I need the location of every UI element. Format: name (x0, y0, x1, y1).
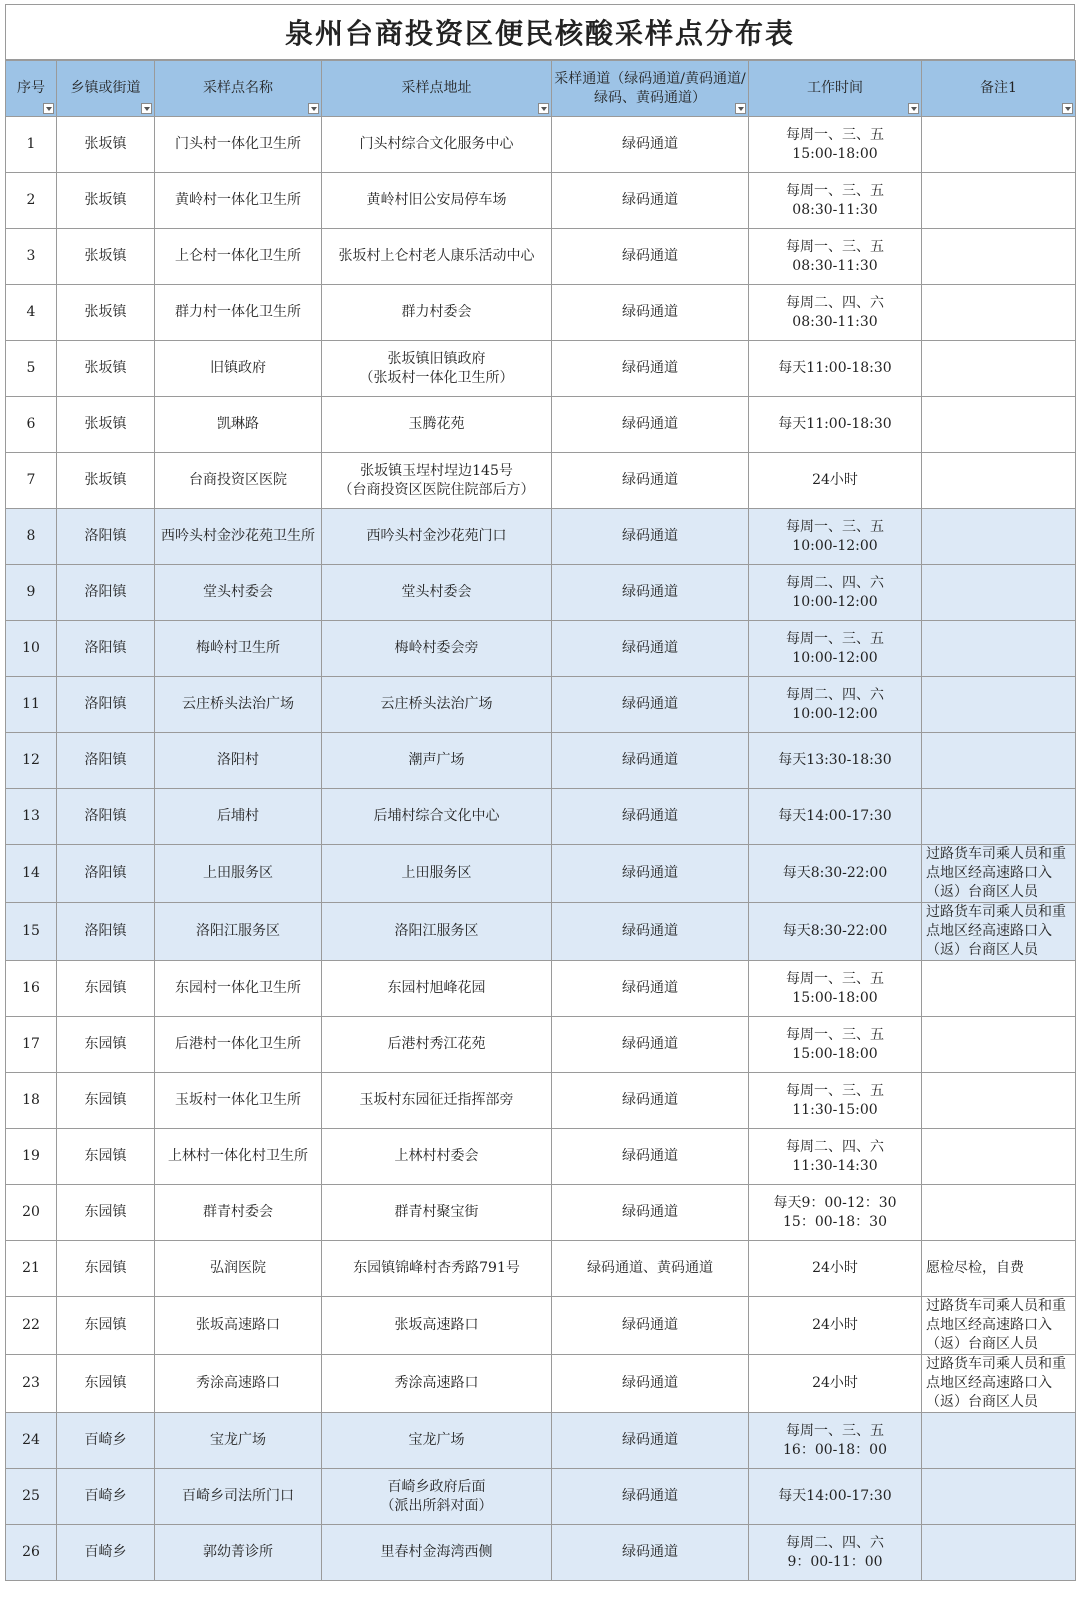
cell-no[interactable]: 9 (6, 565, 57, 621)
col-header-label: 工作时间 (807, 80, 863, 96)
cell-channel[interactable]: 绿码通道 (552, 1413, 749, 1469)
cell-channel[interactable]: 绿码通道 (552, 397, 749, 453)
cell-work-time[interactable]: 24小时 (749, 453, 922, 509)
col-header-no (6, 61, 57, 117)
table-row (6, 1241, 1076, 1297)
col-header-note (922, 61, 1076, 117)
table-row (6, 341, 1076, 397)
cell-town[interactable]: 东园镇 (57, 1129, 155, 1185)
cell-work-time[interactable]: 每周一、三、五 11:30-15:00 (749, 1073, 922, 1129)
cell-no[interactable]: 19 (6, 1129, 57, 1185)
cell-work-time[interactable]: 24小时 (749, 1297, 922, 1355)
cell-channel[interactable]: 绿码通道、黄码通道 (552, 1241, 749, 1297)
cell-address[interactable]: 张坂高速路口 (322, 1297, 552, 1355)
cell-town[interactable]: 张坂镇 (57, 341, 155, 397)
cell-channel[interactable]: 绿码通道 (552, 845, 749, 903)
cell-address[interactable]: 张坂村上仑村老人康乐活动中心 (322, 229, 552, 285)
cell-channel[interactable]: 绿码通道 (552, 173, 749, 229)
filter-dropdown-icon[interactable] (1062, 103, 1073, 114)
table-row (6, 733, 1076, 789)
table-row (6, 961, 1076, 1017)
cell-site-name[interactable]: 群青村委会 (155, 1185, 322, 1241)
cell-work-time[interactable]: 每天11:00-18:30 (749, 397, 922, 453)
cell-site-name[interactable]: 上田服务区 (155, 845, 322, 903)
col-header-label: 备注1 (980, 80, 1017, 96)
table-row (6, 1525, 1076, 1581)
cell-no[interactable]: 23 (6, 1355, 57, 1413)
cell-town[interactable]: 洛阳镇 (57, 733, 155, 789)
cell-no[interactable]: 1 (6, 117, 57, 173)
cell-address[interactable]: 黄岭村旧公安局停车场 (322, 173, 552, 229)
cell-address[interactable]: 百崎乡政府后面 （派出所斜对面） (322, 1469, 552, 1525)
col-header-time (749, 61, 922, 117)
table-row (6, 677, 1076, 733)
cell-work-time[interactable]: 每天8:30-22:00 (749, 845, 922, 903)
cell-no[interactable]: 15 (6, 903, 57, 961)
cell-note[interactable] (922, 397, 1076, 453)
col-header-label: 采样点名称 (203, 80, 273, 96)
cell-address[interactable]: 群青村聚宝街 (322, 1185, 552, 1241)
cell-address[interactable]: 张坂镇旧镇政府 （张坂村一体化卫生所） (322, 341, 552, 397)
cell-address[interactable]: 堂头村委会 (322, 565, 552, 621)
cell-channel[interactable]: 绿码通道 (552, 1073, 749, 1129)
cell-site-name[interactable]: 东园村一体化卫生所 (155, 961, 322, 1017)
cell-address[interactable]: 东园镇锦峰村杏秀路791号 (322, 1241, 552, 1297)
cell-town[interactable]: 洛阳镇 (57, 565, 155, 621)
cell-no[interactable]: 14 (6, 845, 57, 903)
cell-town[interactable]: 张坂镇 (57, 453, 155, 509)
cell-town[interactable]: 洛阳镇 (57, 509, 155, 565)
col-header-label: 乡镇或街道 (70, 80, 141, 96)
cell-no[interactable]: 11 (6, 677, 57, 733)
cell-work-time[interactable]: 每天11:00-18:30 (749, 341, 922, 397)
cell-no[interactable]: 25 (6, 1469, 57, 1525)
table-row (6, 621, 1076, 677)
cell-site-name[interactable]: 玉坂村一体化卫生所 (155, 1073, 322, 1129)
cell-channel[interactable]: 绿码通道 (552, 1185, 749, 1241)
filter-dropdown-icon[interactable] (908, 103, 919, 114)
table-row (6, 453, 1076, 509)
cell-note[interactable] (922, 961, 1076, 1017)
cell-town[interactable]: 东园镇 (57, 961, 155, 1017)
cell-note[interactable] (922, 677, 1076, 733)
col-header-label: 序号 (17, 80, 45, 96)
cell-channel[interactable]: 绿码通道 (552, 285, 749, 341)
cell-note[interactable] (922, 789, 1076, 845)
cell-work-time[interactable]: 每周一、三、五 08:30-11:30 (749, 173, 922, 229)
cell-note[interactable] (922, 1073, 1076, 1129)
cell-site-name[interactable]: 西吟头村金沙花苑卫生所 (155, 509, 322, 565)
table-row (6, 509, 1076, 565)
cell-town[interactable]: 东园镇 (57, 1185, 155, 1241)
table-row (6, 1413, 1076, 1469)
cell-no[interactable]: 6 (6, 397, 57, 453)
cell-note[interactable] (922, 229, 1076, 285)
cell-work-time[interactable]: 每天13:30-18:30 (749, 733, 922, 789)
cell-work-time[interactable]: 每周一、三、五 15:00-18:00 (749, 961, 922, 1017)
cell-site-name[interactable]: 梅岭村卫生所 (155, 621, 322, 677)
cell-work-time[interactable]: 每周一、三、五 10:00-12:00 (749, 509, 922, 565)
cell-town[interactable]: 东园镇 (57, 1241, 155, 1297)
cell-channel[interactable]: 绿码通道 (552, 961, 749, 1017)
cell-address[interactable]: 潮声广场 (322, 733, 552, 789)
cell-address[interactable]: 东园村旭峰花园 (322, 961, 552, 1017)
filter-dropdown-icon[interactable] (308, 103, 319, 114)
cell-note[interactable] (922, 1413, 1076, 1469)
cell-address[interactable]: 上田服务区 (322, 845, 552, 903)
cell-address[interactable]: 洛阳江服务区 (322, 903, 552, 961)
cell-note[interactable]: 愿检尽检，自费 (922, 1241, 1076, 1297)
cell-channel[interactable]: 绿码通道 (552, 1525, 749, 1581)
cell-channel[interactable]: 绿码通道 (552, 1017, 749, 1073)
cell-note[interactable] (922, 733, 1076, 789)
cell-town[interactable]: 东园镇 (57, 1297, 155, 1355)
cell-town[interactable]: 东园镇 (57, 1073, 155, 1129)
col-header-label: 采样通道（绿码通道/黄码通道/绿码、黄码通道） (554, 70, 746, 106)
cell-site-name[interactable]: 百崎乡司法所门口 (155, 1469, 322, 1525)
cell-note[interactable] (922, 1525, 1076, 1581)
cell-address[interactable]: 群力村委会 (322, 285, 552, 341)
cell-no[interactable]: 16 (6, 961, 57, 1017)
table-row (6, 397, 1076, 453)
cell-site-name[interactable]: 张坂高速路口 (155, 1297, 322, 1355)
cell-site-name[interactable]: 郭幼菁诊所 (155, 1525, 322, 1581)
cell-site-name[interactable]: 门头村一体化卫生所 (155, 117, 322, 173)
table-row (6, 229, 1076, 285)
cell-note[interactable] (922, 173, 1076, 229)
cell-note[interactable] (922, 509, 1076, 565)
cell-note[interactable] (922, 621, 1076, 677)
cell-town[interactable]: 洛阳镇 (57, 789, 155, 845)
table-row (6, 845, 1076, 903)
table-row (6, 173, 1076, 229)
filter-dropdown-icon[interactable] (43, 103, 54, 114)
cell-town[interactable]: 东园镇 (57, 1355, 155, 1413)
cell-no[interactable]: 4 (6, 285, 57, 341)
col-header-address (322, 61, 552, 117)
cell-channel[interactable]: 绿码通道 (552, 733, 749, 789)
cell-site-name[interactable]: 秀涂高速路口 (155, 1355, 322, 1413)
table-row (6, 789, 1076, 845)
cell-address[interactable]: 玉腾花苑 (322, 397, 552, 453)
cell-no[interactable]: 18 (6, 1073, 57, 1129)
cell-work-time[interactable]: 每周二、四、六 10:00-12:00 (749, 565, 922, 621)
cell-no[interactable]: 10 (6, 621, 57, 677)
col-header-name (155, 61, 322, 117)
cell-work-time[interactable]: 每天9：00-12：30 15：00-18：30 (749, 1185, 922, 1241)
cell-address[interactable]: 宝龙广场 (322, 1413, 552, 1469)
cell-site-name[interactable]: 洛阳村 (155, 733, 322, 789)
cell-channel[interactable]: 绿码通道 (552, 1297, 749, 1355)
cell-no[interactable]: 7 (6, 453, 57, 509)
cell-address[interactable]: 张坂镇玉埕村埕边145号 （台商投资区医院住院部后方） (322, 453, 552, 509)
table-body (6, 117, 1076, 1581)
cell-work-time[interactable]: 每周一、三、五 15:00-18:00 (749, 1017, 922, 1073)
cell-address[interactable]: 后港村秀江花苑 (322, 1017, 552, 1073)
table-row (6, 285, 1076, 341)
cell-site-name[interactable]: 黄岭村一体化卫生所 (155, 173, 322, 229)
cell-channel[interactable]: 绿码通道 (552, 1469, 749, 1525)
cell-work-time[interactable]: 24小时 (749, 1355, 922, 1413)
cell-note[interactable] (922, 1185, 1076, 1241)
cell-no[interactable]: 22 (6, 1297, 57, 1355)
cell-note[interactable]: 过路货车司乘人员和重点地区经高速路口入（返）台商区人员 (922, 1355, 1076, 1413)
cell-site-name[interactable]: 上林村一体化村卫生所 (155, 1129, 322, 1185)
cell-address[interactable]: 梅岭村委会旁 (322, 621, 552, 677)
cell-no[interactable]: 13 (6, 789, 57, 845)
cell-site-name[interactable]: 上仑村一体化卫生所 (155, 229, 322, 285)
table-row (6, 1017, 1076, 1073)
table-row (6, 117, 1076, 173)
cell-note[interactable]: 过路货车司乘人员和重点地区经高速路口入（返）台商区人员 (922, 1297, 1076, 1355)
cell-site-name[interactable]: 台商投资区医院 (155, 453, 322, 509)
filter-dropdown-icon[interactable] (538, 103, 549, 114)
cell-channel[interactable]: 绿码通道 (552, 117, 749, 173)
cell-no[interactable]: 5 (6, 341, 57, 397)
table-row (6, 1297, 1076, 1355)
cell-note[interactable] (922, 1469, 1076, 1525)
cell-channel[interactable]: 绿码通道 (552, 903, 749, 961)
cell-town[interactable]: 东园镇 (57, 1017, 155, 1073)
cell-town[interactable]: 洛阳镇 (57, 621, 155, 677)
cell-site-name[interactable]: 后港村一体化卫生所 (155, 1017, 322, 1073)
cell-no[interactable]: 20 (6, 1185, 57, 1241)
col-header-channel (552, 61, 749, 117)
spreadsheet (5, 4, 1075, 1581)
cell-note[interactable] (922, 117, 1076, 173)
cell-note[interactable] (922, 285, 1076, 341)
cell-address[interactable]: 门头村综合文化服务中心 (322, 117, 552, 173)
cell-address[interactable]: 秀涂高速路口 (322, 1355, 552, 1413)
cell-note[interactable] (922, 453, 1076, 509)
cell-address[interactable]: 后埔村综合文化中心 (322, 789, 552, 845)
cell-work-time[interactable]: 24小时 (749, 1241, 922, 1297)
cell-work-time[interactable]: 每周二、四、六 08:30-11:30 (749, 285, 922, 341)
cell-town[interactable]: 张坂镇 (57, 173, 155, 229)
cell-site-name[interactable]: 宝龙广场 (155, 1413, 322, 1469)
cell-work-time[interactable]: 每周一、三、五 10:00-12:00 (749, 621, 922, 677)
cell-no[interactable]: 8 (6, 509, 57, 565)
table-row (6, 1185, 1076, 1241)
cell-channel[interactable]: 绿码通道 (552, 453, 749, 509)
cell-note[interactable] (922, 1129, 1076, 1185)
cell-work-time[interactable]: 每周一、三、五 08:30-11:30 (749, 229, 922, 285)
cell-channel[interactable]: 绿码通道 (552, 341, 749, 397)
cell-address[interactable]: 里春村金海湾西侧 (322, 1525, 552, 1581)
cell-no[interactable]: 17 (6, 1017, 57, 1073)
cell-no[interactable]: 26 (6, 1525, 57, 1581)
cell-channel[interactable]: 绿码通道 (552, 1129, 749, 1185)
table-row (6, 1129, 1076, 1185)
cell-town[interactable]: 洛阳镇 (57, 903, 155, 961)
cell-site-name[interactable]: 旧镇政府 (155, 341, 322, 397)
cell-work-time[interactable]: 每周一、三、五 16：00-18：00 (749, 1413, 922, 1469)
cell-channel[interactable]: 绿码通道 (552, 229, 749, 285)
cell-site-name[interactable]: 后埔村 (155, 789, 322, 845)
sampling-table (5, 60, 1076, 1581)
cell-site-name[interactable]: 云庄桥头法治广场 (155, 677, 322, 733)
page-title: 泉州台商投资区便民核酸采样点分布表 (5, 4, 1075, 60)
cell-channel[interactable]: 绿码通道 (552, 677, 749, 733)
cell-work-time[interactable]: 每天14:00-17:30 (749, 789, 922, 845)
cell-town[interactable]: 百崎乡 (57, 1469, 155, 1525)
cell-no[interactable]: 24 (6, 1413, 57, 1469)
cell-town[interactable]: 张坂镇 (57, 229, 155, 285)
table-row (6, 903, 1076, 961)
cell-town[interactable]: 洛阳镇 (57, 845, 155, 903)
cell-town[interactable]: 百崎乡 (57, 1525, 155, 1581)
cell-work-time[interactable]: 每周一、三、五 15:00-18:00 (749, 117, 922, 173)
cell-town[interactable]: 张坂镇 (57, 285, 155, 341)
table-row (6, 1469, 1076, 1525)
cell-no[interactable]: 21 (6, 1241, 57, 1297)
cell-address[interactable]: 玉坂村东园征迁指挥部旁 (322, 1073, 552, 1129)
cell-note[interactable] (922, 1017, 1076, 1073)
cell-channel[interactable]: 绿码通道 (552, 509, 749, 565)
cell-site-name[interactable]: 群力村一体化卫生所 (155, 285, 322, 341)
cell-town[interactable]: 洛阳镇 (57, 677, 155, 733)
col-header-label: 采样点地址 (401, 80, 472, 96)
cell-work-time[interactable]: 每周二、四、六 9：00-11：00 (749, 1525, 922, 1581)
cell-site-name[interactable]: 堂头村委会 (155, 565, 322, 621)
cell-channel[interactable]: 绿码通道 (552, 621, 749, 677)
header-row (6, 61, 1076, 117)
cell-no[interactable]: 3 (6, 229, 57, 285)
cell-address[interactable]: 上林村村委会 (322, 1129, 552, 1185)
cell-work-time[interactable]: 每周二、四、六 10:00-12:00 (749, 677, 922, 733)
cell-address[interactable]: 云庄桥头法治广场 (322, 677, 552, 733)
filter-dropdown-icon[interactable] (735, 103, 746, 114)
table-row (6, 1073, 1076, 1129)
cell-note[interactable]: 过路货车司乘人员和重点地区经高速路口入（返）台商区人员 (922, 845, 1076, 903)
filter-dropdown-icon[interactable] (141, 103, 152, 114)
cell-channel[interactable]: 绿码通道 (552, 789, 749, 845)
table-row (6, 1355, 1076, 1413)
cell-channel[interactable]: 绿码通道 (552, 565, 749, 621)
col-header-town (57, 61, 155, 117)
cell-no[interactable]: 12 (6, 733, 57, 789)
cell-work-time[interactable]: 每天14:00-17:30 (749, 1469, 922, 1525)
cell-channel[interactable]: 绿码通道 (552, 1355, 749, 1413)
cell-site-name[interactable]: 弘润医院 (155, 1241, 322, 1297)
cell-town[interactable]: 百崎乡 (57, 1413, 155, 1469)
cell-town[interactable]: 张坂镇 (57, 117, 155, 173)
cell-site-name[interactable]: 洛阳江服务区 (155, 903, 322, 961)
cell-work-time[interactable]: 每天8:30-22:00 (749, 903, 922, 961)
cell-note[interactable]: 过路货车司乘人员和重点地区经高速路口入（返）台商区人员 (922, 903, 1076, 961)
cell-site-name[interactable]: 凯琳路 (155, 397, 322, 453)
cell-address[interactable]: 西吟头村金沙花苑门口 (322, 509, 552, 565)
table-row (6, 565, 1076, 621)
cell-note[interactable] (922, 341, 1076, 397)
cell-town[interactable]: 张坂镇 (57, 397, 155, 453)
cell-note[interactable] (922, 565, 1076, 621)
cell-no[interactable]: 2 (6, 173, 57, 229)
cell-work-time[interactable]: 每周二、四、六 11:30-14:30 (749, 1129, 922, 1185)
